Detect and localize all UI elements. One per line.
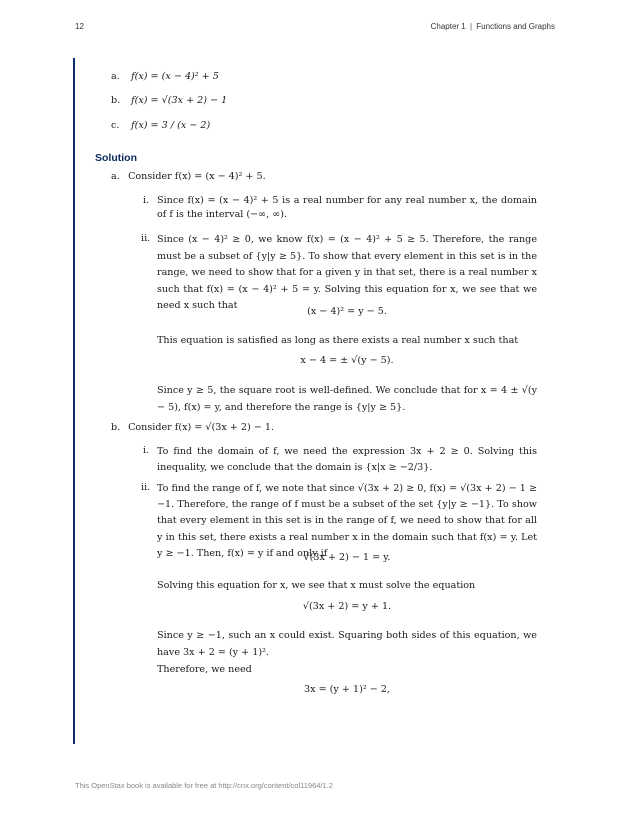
- page-footer: This OpenStax book is available for free at http://cnx.org/content/col11964/1.2: [75, 781, 333, 790]
- solution-a-satisfied: This equation is satisfied as long as there exists a real number x such that: [157, 335, 519, 346]
- equation-a-2: x − 4 = ± √(y − 5).: [300, 355, 394, 366]
- solution-b-label: b.: [111, 422, 121, 433]
- running-header: [431, 22, 555, 31]
- solution-a-ii-label: ii.: [141, 233, 151, 244]
- solution-b-since: Since y ≥ −1, such an x could exist. Squaring both sides of this equation, we have 3x + 2 = (y + 1)².: [157, 630, 537, 658]
- solution-a-i-label: i.: [143, 195, 150, 206]
- solution-b-ii-label: ii.: [141, 482, 151, 493]
- solution-a-i-text: Since f(x) = (x − 4)² + 5 is a real number for any real number x, the domain of f is the interval (−∞, ∞).: [157, 195, 537, 220]
- solution-b-i-label: i.: [143, 445, 150, 456]
- solution-b-solving: Solving this equation for x, we see that x must solve the equation: [157, 580, 476, 591]
- equation-a-1: (x − 4)² = y − 5.: [307, 306, 387, 317]
- solution-b-intro-text: Consider f(x) = √(3x + 2) − 1.: [128, 422, 275, 433]
- solution-a-conclusion: Since y ≥ 5, the square root is well-defined. We conclude that for x = 4 ± √(y − 5), f(x) = y, and therefore the range is {y|y ≥ 5}.: [157, 385, 537, 413]
- problem-a-text: f(x) = (x − 4)² + 5: [131, 71, 219, 82]
- solution-a-intro: [111, 170, 266, 184]
- equation-b-2: √(3x + 2) = y + 1.: [302, 601, 392, 612]
- solution-b-intro: [111, 421, 274, 435]
- chapter-title: Functions and Graphs: [476, 22, 555, 31]
- solution-b-therefore: Therefore, we need: [157, 664, 252, 675]
- solution-a-label: a.: [111, 171, 120, 182]
- example-side-rule: [73, 58, 75, 744]
- solution-b-ii-text: To find the range of f, we note that since √(3x + 2) ≥ 0, f(x) = √(3x + 2) − 1 ≥ −1. Therefore, the range of f must be a subset of the set {y|y ≥ −1}. To show that every element in this set is in the range of f, we need to show that for all y in this set, there exists a real number x in the domain such that f(x) = y. Let y ≥ −1. Then, f(x) = y if and only if: [157, 483, 537, 559]
- page-number: 12: [75, 22, 84, 31]
- problem-c-text: f(x) = 3 / (x − 2): [131, 120, 211, 131]
- chapter-label: Chapter 1: [430, 22, 466, 31]
- problem-b-text: f(x) = √(3x + 2) − 1: [131, 95, 228, 106]
- problem-c-label: c.: [111, 120, 120, 131]
- equation-b-3: 3x = (y + 1)² − 2,: [304, 684, 390, 695]
- problem-a: [111, 70, 219, 84]
- equation-b-1: √(3x + 2) − 1 = y.: [303, 552, 391, 563]
- solution-heading: Solution: [95, 152, 137, 164]
- header-separator: |: [469, 22, 473, 31]
- problem-b: [111, 94, 227, 108]
- solution-b-i-text: To find the domain of f, we need the expression 3x + 2 ≥ 0. Solving this inequality, we conclude that the domain is {x|x ≥ −2/3}.: [157, 446, 537, 473]
- problem-a-label: a.: [111, 71, 120, 82]
- solution-a-ii-text: Since (x − 4)² ≥ 0, we know f(x) = (x − 4)² + 5 ≥ 5. Therefore, the range must be a subset of {y|y ≥ 5}. To show that every element in this set is in the range, we need to show that for a given y in that set, there is a real number x such that f(x) = (x − 4)² + 5 = y. Solving this equation for x, we see that we need x such that: [157, 234, 537, 311]
- problem-b-label: b.: [111, 95, 121, 106]
- problem-c: [111, 119, 210, 133]
- solution-a-intro-text: Consider f(x) = (x − 4)² + 5.: [128, 171, 266, 182]
